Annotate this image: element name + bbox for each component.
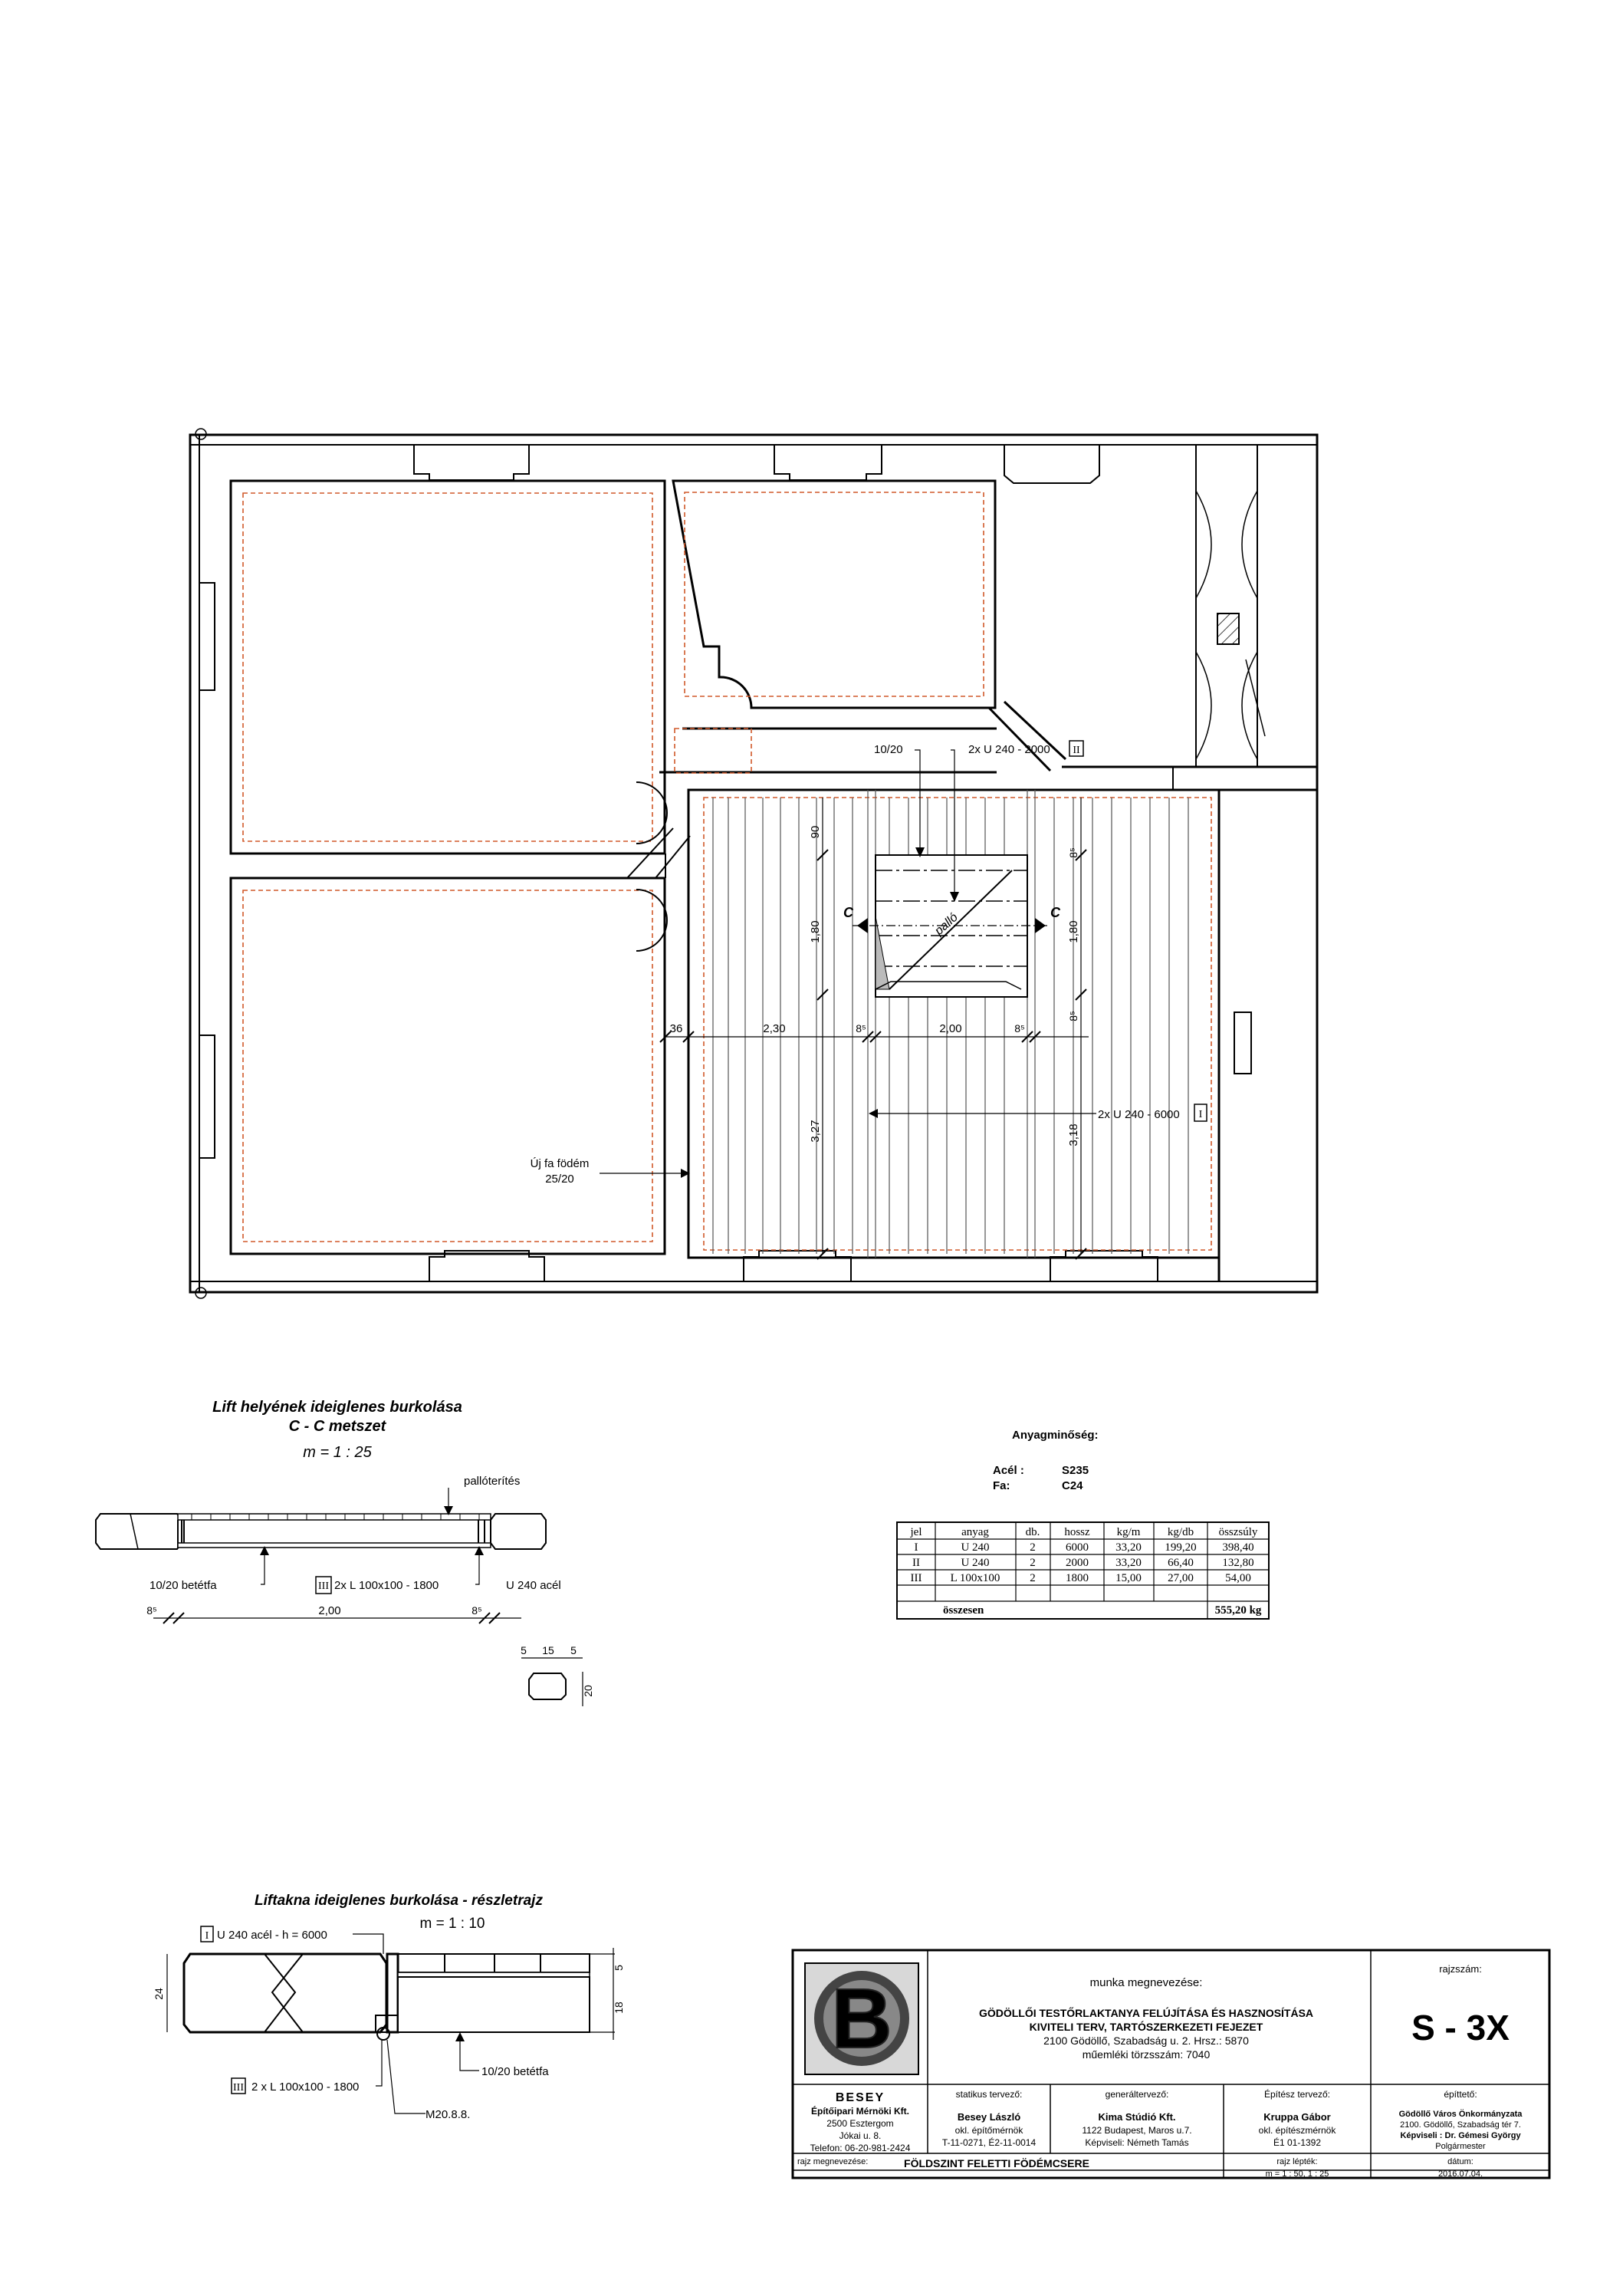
svg-text:III: III	[910, 1572, 922, 1584]
section-dim-5b: 5	[570, 1644, 577, 1656]
detail-title: Liftakna ideiglenes burkolása - részletrajz	[255, 1893, 543, 1909]
callout-10-20: 10/20	[874, 743, 903, 756]
svg-text:Képviseli : Dr. Gémesi György: Képviseli : Dr. Gémesi György	[1400, 2131, 1521, 2140]
dim-85-mid-right: 8⁵	[1067, 1011, 1079, 1021]
detail-planking	[398, 1954, 590, 1972]
svg-text:jel: jel	[910, 1526, 922, 1538]
svg-text:m = 1 : 50, 1 : 25: m = 1 : 50, 1 : 25	[1265, 2169, 1329, 2179]
drawing-number: S - 3X	[1411, 2008, 1510, 2048]
detail-dim-18: 18	[613, 2002, 625, 2014]
svg-text:II: II	[912, 1557, 920, 1569]
svg-text:összsúly: összsúly	[1218, 1526, 1258, 1538]
room-1	[231, 481, 665, 854]
table-row	[915, 1541, 1254, 1554]
svg-text:33,20: 33,20	[1115, 1557, 1142, 1569]
svg-text:Építész tervező:: Építész tervező:	[1263, 2089, 1331, 2100]
section-angle: 2x L 100x100 - 1800	[334, 1579, 439, 1592]
section-cc-subtitle: C - C metszet	[288, 1418, 386, 1435]
plank-profile	[529, 1673, 566, 1699]
svg-text:okl. építőmérnök: okl. építőmérnök	[954, 2125, 1023, 2136]
svg-text:6000: 6000	[1066, 1541, 1089, 1554]
section-timber-left	[96, 1514, 182, 1549]
svg-text:199,20: 199,20	[1165, 1541, 1197, 1554]
drawing-name: FÖLDSZINT FELETTI FÖDÉMCSERE	[904, 2157, 1089, 2169]
section-cc-scale: m = 1 : 25	[303, 1444, 372, 1461]
svg-text:Képviseli: Németh Tamás: Képviseli: Németh Tamás	[1085, 2137, 1189, 2148]
detail-tag-III: III	[233, 2082, 244, 2094]
dim-318: 3,18	[1067, 1123, 1080, 1146]
svg-text:2: 2	[1030, 1572, 1036, 1584]
dim-90: 90	[809, 825, 822, 839]
section-cc-title: Lift helyének ideiglenes burkolása	[212, 1399, 462, 1416]
wood-label: Fa:	[993, 1479, 1010, 1492]
dim-180-left: 1,80	[809, 920, 822, 943]
project-address: 2100 Gödöllő, Szabadság u. 2. Hrsz.: 5870	[1043, 2034, 1249, 2047]
outer-wall	[190, 435, 1317, 1292]
svg-text:2: 2	[1030, 1541, 1036, 1554]
table-header-row	[910, 1526, 1258, 1538]
svg-text:hossz: hossz	[1064, 1526, 1090, 1538]
svg-text:2500 Esztergom: 2500 Esztergom	[826, 2118, 894, 2129]
section-c-left: C	[843, 905, 853, 920]
svg-text:L 100x100: L 100x100	[950, 1572, 1000, 1584]
svg-text:27,00: 27,00	[1168, 1572, 1194, 1584]
tag-I: I	[1198, 1109, 1203, 1120]
section-betetfa: 10/20 betétfa	[149, 1579, 217, 1592]
svg-text:rajz megnevezése:: rajz megnevezése:	[797, 2157, 869, 2166]
svg-text:66,40: 66,40	[1168, 1557, 1194, 1569]
svg-text:B: B	[831, 1972, 892, 2066]
dim-36: 36	[669, 1022, 683, 1035]
wood-value: C24	[1062, 1479, 1083, 1492]
company-name: BESEY	[835, 2091, 885, 2104]
dim-85-top-right: 8⁵	[1067, 847, 1079, 858]
svg-text:U 240: U 240	[961, 1557, 990, 1569]
floor-plan	[190, 429, 1317, 1298]
dim-85-h1: 8⁵	[856, 1022, 866, 1035]
detail-dim-24: 24	[153, 1988, 165, 2000]
section-dim-85-left: 8⁵	[146, 1604, 157, 1617]
tag-II: II	[1073, 745, 1080, 756]
dim-85-h2: 8⁵	[1014, 1022, 1025, 1035]
quantity-table	[897, 1522, 1269, 1619]
svg-text:anyag: anyag	[961, 1526, 989, 1538]
svg-text:2: 2	[1030, 1557, 1036, 1569]
munka-label: munka megnevezése:	[1089, 1976, 1203, 1989]
svg-text:Telefon: 06-20-981-2424: Telefon: 06-20-981-2424	[810, 2143, 911, 2153]
svg-text:rajz lépték:: rajz lépték:	[1276, 2157, 1318, 2166]
callout-u240-6000: 2x U 240 - 6000	[1098, 1108, 1180, 1121]
svg-text:okl. építészmérnök: okl. építészmérnök	[1258, 2125, 1336, 2136]
material-title: Anyagminőség:	[1012, 1429, 1099, 1442]
svg-text:építtető:: építtető:	[1444, 2089, 1477, 2100]
pallo-label: palló	[932, 910, 961, 938]
svg-text:1122 Budapest, Maros u.7.: 1122 Budapest, Maros u.7.	[1082, 2125, 1192, 2136]
steel-value: S235	[1062, 1464, 1089, 1477]
svg-text:Gödöllő Város Önkormányzata: Gödöllő Város Önkormányzata	[1398, 2110, 1523, 2119]
svg-text:Kruppa Gábor: Kruppa Gábor	[1263, 2111, 1331, 2123]
svg-text:2016.07.04.: 2016.07.04.	[1437, 2169, 1483, 2179]
svg-text:2100. Gödöllő, Szabadság tér 7: 2100. Gödöllő, Szabadság tér 7.	[1400, 2120, 1521, 2130]
svg-text:kg/db: kg/db	[1167, 1526, 1194, 1538]
svg-text:T-11-0271, É2-11-0014: T-11-0271, É2-11-0014	[941, 2137, 1037, 2148]
project-sub: KIVITELI TERV, TARTÓSZERKEZETI FEJEZET	[1029, 2021, 1263, 2033]
svg-text:dátum:: dátum:	[1447, 2157, 1474, 2166]
svg-text:132,80: 132,80	[1222, 1557, 1254, 1569]
dim-327: 3,27	[809, 1120, 822, 1143]
svg-text:statikus tervező:: statikus tervező:	[955, 2089, 1023, 2100]
rajzszam-label: rajzszám:	[1439, 1963, 1482, 1975]
project-title: GÖDÖLLŐI TESTŐRLAKTANYA FELÚJÍTÁSA ÉS HASZNOSÍTÁSA	[978, 2007, 1314, 2019]
table-total-label: összesen	[943, 1604, 984, 1617]
table-total-value: 555,20 kg	[1214, 1604, 1262, 1617]
svg-text:I: I	[914, 1541, 918, 1554]
detail-angle: 2 x L 100x100 - 1800	[251, 2081, 360, 2094]
table-row	[912, 1557, 1254, 1569]
svg-text:db.: db.	[1025, 1526, 1040, 1538]
detail-drawing	[153, 1893, 625, 2121]
section-dim-15: 15	[542, 1644, 554, 1656]
besey-logo	[805, 1963, 918, 2074]
svg-text:kg/m: kg/m	[1116, 1526, 1141, 1538]
callout-u240-2000: 2x U 240 - 2000	[968, 743, 1050, 756]
section-timber-right	[491, 1514, 546, 1549]
svg-text:54,00: 54,00	[1225, 1572, 1251, 1584]
svg-text:generáltervező:: generáltervező:	[1105, 2089, 1169, 2100]
section-planking	[178, 1514, 491, 1520]
section-u240: U 240 acél	[506, 1579, 561, 1592]
material-block	[993, 1429, 1099, 1492]
dim-200: 2,00	[939, 1022, 962, 1035]
svg-text:15,00: 15,00	[1115, 1572, 1142, 1584]
dim-230: 2,30	[763, 1022, 786, 1035]
detail-bolt: M20.8.8.	[425, 2108, 471, 2121]
svg-text:Polgármester: Polgármester	[1435, 2142, 1486, 2151]
detail-tag-I: I	[205, 1930, 209, 1942]
uj-fa-fodem: Új fa födém	[530, 1157, 590, 1170]
detail-u240: U 240 acél - h = 6000	[217, 1929, 327, 1942]
svg-text:1800: 1800	[1066, 1572, 1089, 1584]
section-cc	[96, 1399, 594, 1706]
svg-text:É1 01-1392: É1 01-1392	[1273, 2137, 1322, 2148]
svg-text:Kima Stúdió Kft.: Kima Stúdió Kft.	[1098, 2111, 1176, 2123]
room-2	[673, 481, 995, 708]
svg-text:398,40: 398,40	[1222, 1541, 1254, 1554]
svg-text:Besey László: Besey László	[957, 2111, 1021, 2123]
dim-180-right: 1,80	[1067, 920, 1080, 943]
steel-label: Acél :	[993, 1464, 1024, 1477]
svg-text:Építőipari Mérnöki Kft.: Építőipari Mérnöki Kft.	[810, 2106, 910, 2117]
room-3	[231, 878, 665, 1254]
svg-text:Jókai u. 8.: Jókai u. 8.	[839, 2130, 882, 2141]
svg-text:2000: 2000	[1066, 1557, 1089, 1569]
section-dim-5a: 5	[521, 1644, 527, 1656]
window-opening	[1217, 613, 1239, 644]
detail-channel	[387, 1954, 398, 2032]
title-block	[793, 1950, 1549, 2179]
project-muemleki: műemléki törzsszám: 7040	[1082, 2048, 1211, 2061]
detail-dim-5: 5	[613, 1965, 625, 1971]
svg-text:U 240: U 240	[961, 1541, 990, 1554]
detail-timber-beam	[184, 1954, 386, 2032]
section-dim-20: 20	[582, 1685, 594, 1697]
detail-scale: m = 1 : 10	[419, 1916, 485, 1932]
pallo-teritese: pallóterítés	[464, 1475, 521, 1488]
table-row	[911, 1572, 1251, 1584]
section-c-right: C	[1050, 905, 1060, 920]
detail-betetfa: 10/20 betétfa	[481, 2065, 549, 2078]
svg-text:33,20: 33,20	[1115, 1541, 1142, 1554]
section-dim-200: 2,00	[318, 1604, 341, 1617]
uj-fa-fodem-size: 25/20	[545, 1173, 574, 1186]
section-tag-III: III	[318, 1581, 329, 1592]
section-dim-85-right: 8⁵	[471, 1604, 482, 1617]
